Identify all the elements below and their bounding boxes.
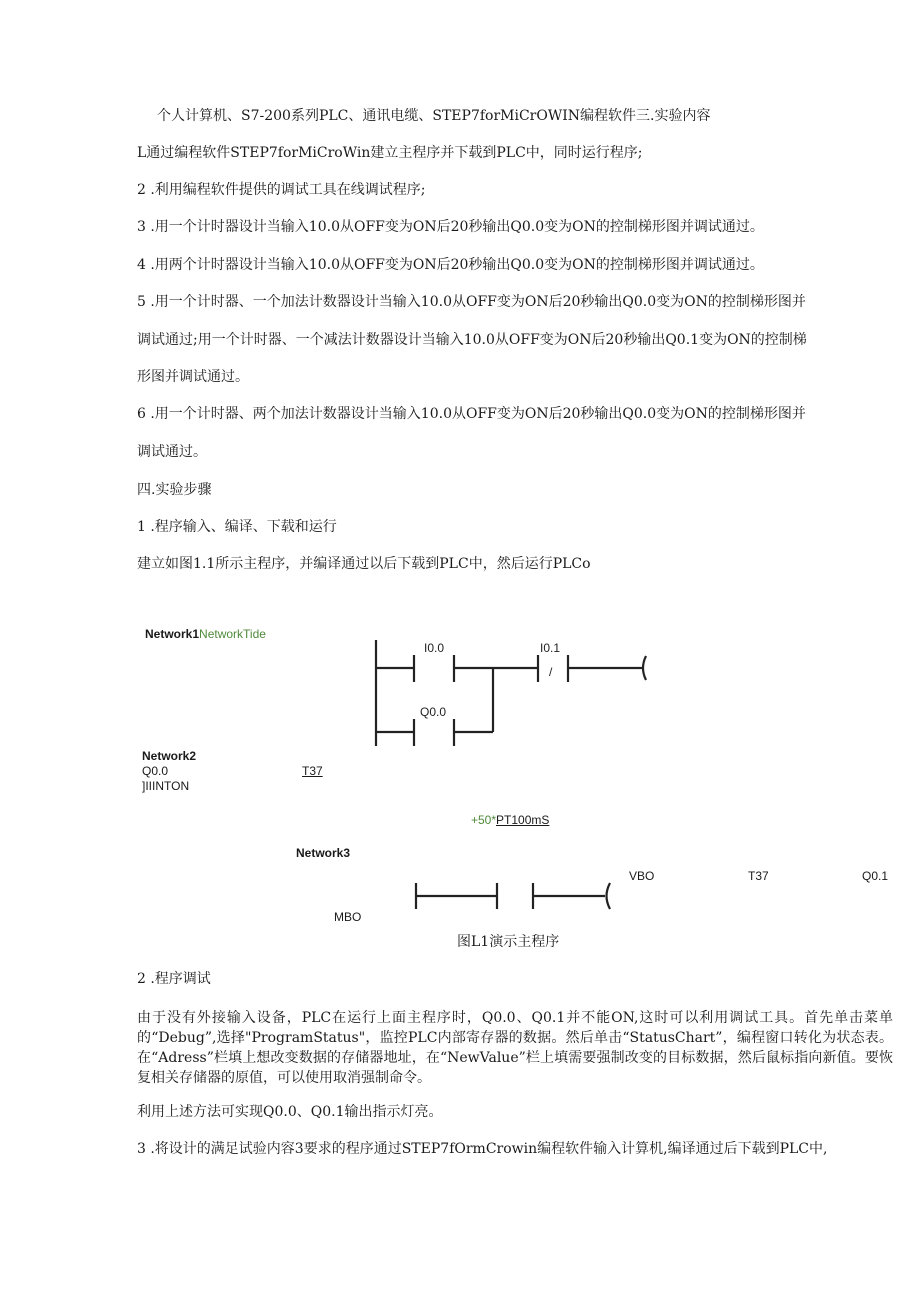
contact-i01-label: I0.1	[540, 641, 561, 655]
figure-caption: 图L1演示主程序	[457, 934, 560, 950]
network2-label: Network2	[142, 749, 197, 763]
step2-heading: 2 .程序调试	[137, 971, 211, 987]
network3-q01: Q0.1	[862, 869, 889, 883]
content-item-6-line2: 调试通过。	[137, 444, 207, 460]
network1-title: NetworkTide	[199, 627, 266, 641]
network2-t37: T37	[302, 764, 323, 778]
network3-t37: T37	[748, 869, 769, 883]
content-item-5-line3: 形图并调试通过。	[137, 369, 249, 385]
n3-coil	[607, 883, 611, 909]
network2-inton: ]IIINTON	[142, 779, 190, 793]
content-item-5-line2: 调试通过;用一个计时器、一个减法计数器设计当输入10.0从OFF变为ON后20秒输出Q0.1变为ON的控制梯	[137, 332, 807, 348]
contact-i01-nc-mark: /	[549, 665, 553, 679]
step1-heading: 1 .程序输入、编译、下载和运行	[137, 519, 337, 535]
contact-q00-label: Q0.0	[420, 705, 447, 719]
debug-result: 利用上述方法可实现Q0.0、Q0.1输出指示灯亮。	[137, 1104, 443, 1120]
network3-vbo: VBO	[629, 869, 655, 883]
content-item-3: 3 .用一个计时器设计当输入10.0从OFF变为ON后20秒输出Q0.0变为ON的控制梯形图并调试通过。	[137, 219, 764, 235]
steps-heading: 四.实验步骤	[137, 482, 212, 498]
content-item-4: 4 .用两个计时器设计当输入10.0从OFF变为ON后20秒输出Q0.0变为ON的控制梯形图并调试通过。	[137, 257, 764, 273]
network2-q00: Q0.0	[142, 764, 169, 778]
equipment-line: 个人计算机、S7-200系列PLC、通讯电缆、STEP7forMiCrOWIN编程软件三.实验内容	[157, 108, 711, 124]
network2-preset-base: PT100mS	[496, 813, 550, 827]
content-item-5-line1: 5 .用一个计时器、一个加法计数器设计当输入10.0从OFF变为ON后20秒输出Q0.0变为ON的控制梯形图并	[137, 294, 806, 310]
content-item-1: L通过编程软件STEP7forMiCroWin建立主程序并下载到PLC中，同时运行程序;	[137, 145, 643, 161]
coil-q00	[643, 656, 646, 680]
debug-paragraph: 由于没有外接输入设备，PLC在运行上面主程序时，Q0.0、Q0.1并不能ON,这时可以利用调试工具。首先单击菜单的“Debug”,选择"ProgramStatus"，监控PLC内部寄存器的数据。然后单击“StatusChart”，编程窗口转化为状态表。在“Adress”栏填上想改变数据的存储器地址，在“NewValue”栏上填需要强制改变的目标数据，然后鼠标指向新值。要恢复相关存储器的原值，可以使用取消强制命令。	[137, 1010, 893, 1086]
network2-preset: +50*PT100mS	[471, 813, 550, 827]
network1-label: Network1	[145, 627, 200, 641]
network3-mbo: MBO	[334, 910, 362, 924]
step3-text: 3 .将设计的满足试验内容3要求的程序通过STEP7fOrmCrowin编程软件输入计算机,编译通过后下载到PLC中,	[137, 1141, 828, 1157]
content-item-6-line1: 6 .用一个计时器、两个加法计数器设计当输入10.0从OFF变为ON后20秒输出Q0.0变为ON的控制梯形图并	[137, 406, 806, 422]
contact-i00-label: I0.0	[424, 641, 445, 655]
network3-label: Network3	[296, 846, 351, 860]
network2-preset-value: +50	[471, 813, 492, 827]
content-item-2: 2 .利用编程软件提供的调试工具在线调试程序;	[137, 182, 426, 198]
step1-text: 建立如图1.1所示主程序，并编译通过以后下载到PLC中，然后运行PLCo	[137, 556, 591, 572]
